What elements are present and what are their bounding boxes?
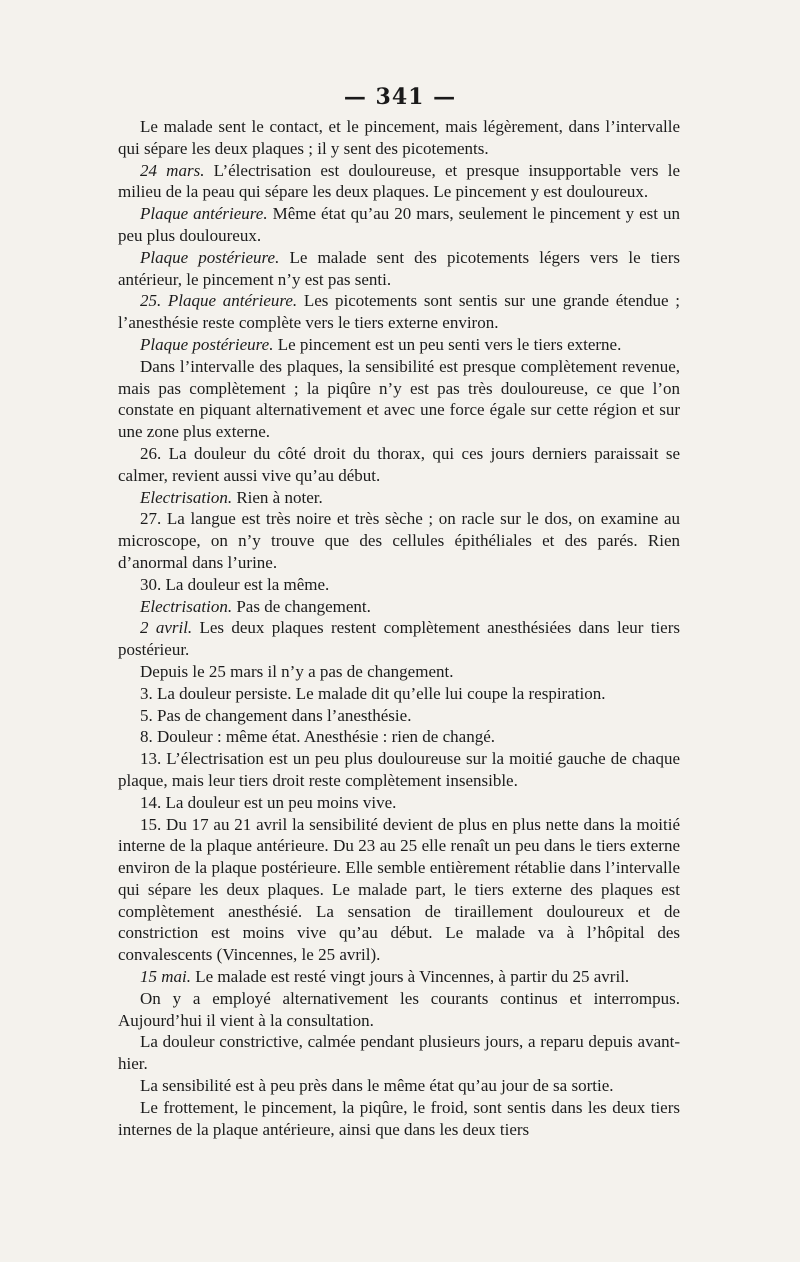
paragraph-text: Les picotements sont sentis sur une grande étendue ; l’anesthésie reste complète vers le tiers externe environ. <box>118 291 680 333</box>
paragraph <box>118 792 680 814</box>
paragraph <box>118 1097 680 1141</box>
paragraph-lead: 25. Plaque antérieure. <box>140 291 298 311</box>
paragraph <box>118 160 680 204</box>
paragraph-text: La sensibilité est à peu près dans le même état qu’au jour de sa sortie. <box>140 1076 614 1096</box>
paragraph-text: La douleur constrictive, calmée pendant plusieurs jours, a reparu depuis avant-hier. <box>118 1032 680 1074</box>
paragraph-text: 14. La douleur est un peu moins vive. <box>140 792 397 812</box>
paragraph-lead: Plaque antérieure. <box>140 204 268 224</box>
paragraph <box>118 443 680 487</box>
paragraph <box>118 356 680 443</box>
paragraph <box>118 617 680 661</box>
paragraph-text: Même état qu’au 20 mars, seulement le pincement y est un peu plus douloureux. <box>118 204 680 245</box>
paragraph-text: Pas de changement. <box>232 596 371 616</box>
paragraph <box>118 1075 680 1097</box>
paragraph-text: Le pincement est un peu senti vers le tiers externe. <box>273 334 622 354</box>
paragraph-text: Les deux plaques restent complètement anesthésiées dans leur tiers postérieur. <box>118 618 680 660</box>
paragraph-text: Le malade sent des picotements légers vers le tiers antérieur, le pincement n’y est pas senti. <box>118 247 681 289</box>
paragraph-lead: 15 mai. <box>140 967 191 987</box>
paragraph <box>118 596 680 618</box>
paragraph <box>118 661 680 683</box>
paragraph-text: L’électrisation est douloureuse, et presque insupportable vers le milieu de la peau qui sépare les deux plaques. Le pincement y est douloureux. <box>118 160 680 202</box>
paragraph-lead: 2 avril. <box>140 618 193 638</box>
page-number: — 341 — <box>343 84 457 110</box>
paragraph-text: 27. La langue est très noire et très sèche ; on racle sur le dos, on examine au microscope, on n’y trouve que des cellules épithéliales et des parés. Rien d’anormal dans l’urine. <box>118 509 680 572</box>
paragraph <box>118 705 680 727</box>
paragraph <box>118 334 680 356</box>
paragraph-lead: Plaque postérieure. <box>140 247 280 267</box>
paragraph <box>118 814 680 967</box>
paragraph <box>118 487 680 509</box>
paragraph-text: 30. La douleur est la même. <box>140 574 330 594</box>
paragraph-text: 15. Du 17 au 21 avril la sensibilité devient de plus en plus nette dans la moitié interne de la plaque antérieure. Du 23 au 25 elle renaît un peu dans le tiers externe environ de la plaque postérieure. Elle semble entièrement rétablie dans l’intervalle qui sépare les deux plaques. Le malade part, le tiers externe des plaques est complètement anesthésié. La sensation de tiraillement douloureux et de constriction est moins vive qu’au début. Le malade va à l’hôpital des convalescents (Vincennes, le 25 avril). <box>118 814 680 965</box>
paragraph-text: Le malade est resté vingt jours à Vincennes, à partir du 25 avril. <box>191 967 630 987</box>
paragraph <box>118 748 680 792</box>
paragraph <box>118 988 680 1032</box>
paragraph <box>118 247 680 291</box>
paragraph-text: Depuis le 25 mars il n’y a pas de changement. <box>140 661 454 681</box>
body-text <box>118 116 680 1140</box>
paragraph <box>118 683 680 705</box>
paragraph <box>118 290 680 334</box>
paragraph-text: 26. La douleur du côté droit du thorax, qui ces jours derniers paraissait se calmer, revient aussi vive qu’au début. <box>118 443 680 485</box>
paragraph-text: On y a employé alternativement les courants continus et interrompus. Aujourd’hui il vient à la consultation. <box>118 988 680 1030</box>
paragraph-text: Le malade sent le contact, et le pincement, mais légèrement, dans l’intervalle qui sépare les deux plaques ; il y sent des picotements. <box>118 117 680 158</box>
paragraph <box>118 574 680 596</box>
paragraph <box>118 508 680 573</box>
paragraph-text: Dans l’intervalle des plaques, la sensibilité est presque complètement revenue, mais pas complètement ; la piqûre n’y est pas très douloureuse, ce que l’on constate en piquant alternativement et avec une force égale sur cette région et sur une zone plus externe. <box>118 356 680 442</box>
paragraph <box>118 726 680 748</box>
paragraph <box>118 1031 680 1075</box>
paragraph-text: Rien à noter. <box>232 487 323 507</box>
paragraph-text: Le frottement, le pincement, la piqûre, le froid, sont sentis dans les deux tiers internes de la plaque antérieure, ainsi que dans les deux tiers <box>118 1097 680 1139</box>
paragraph-lead: Plaque postérieure. <box>140 334 274 354</box>
paragraph-text: 8. Douleur : même état. Anesthésie : rien de changé. <box>140 727 495 747</box>
paragraph-text: 13. L’électrisation est un peu plus douloureuse sur la moitié gauche de chaque plaque, mais leur tiers droit reste complètement insensible. <box>118 749 680 790</box>
paragraph <box>118 116 680 160</box>
paragraph-lead: Electrisation. <box>140 596 233 616</box>
paragraph-text: 5. Pas de changement dans l’anesthésie. <box>140 705 412 725</box>
paragraph <box>118 966 680 988</box>
paragraph-lead: 24 mars. <box>140 160 205 180</box>
paragraph <box>118 203 680 247</box>
paragraph-lead: Electrisation. <box>140 487 233 507</box>
paragraph-text: 3. La douleur persiste. Le malade dit qu’elle lui coupe la respiration. <box>140 683 606 703</box>
